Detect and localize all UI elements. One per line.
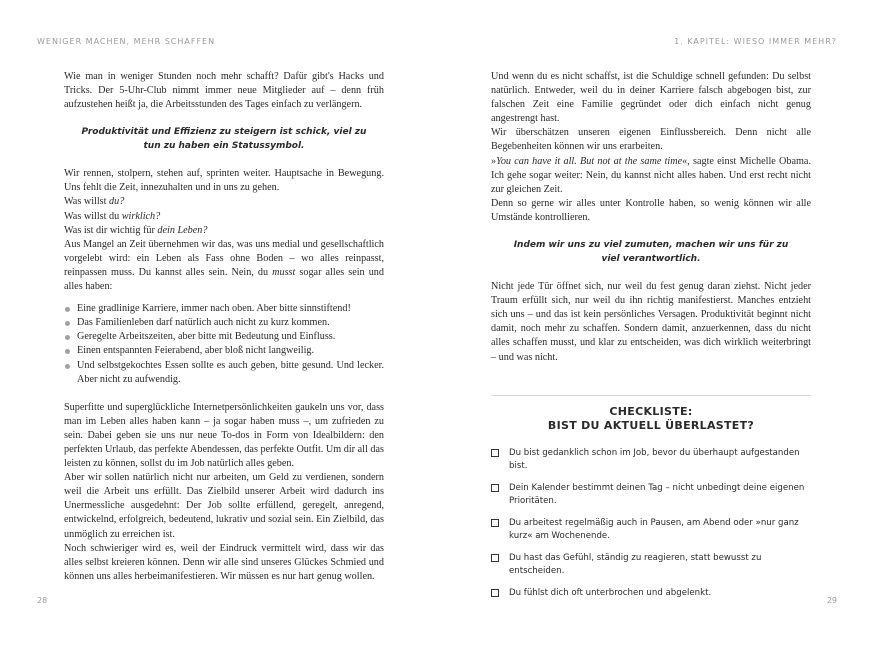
- question-line: Was ist dir wichtig für dein Leben?: [64, 224, 208, 236]
- right-text-column: [491, 70, 811, 365]
- bullet-icon: [65, 307, 70, 312]
- checklist-title: CHECKLISTE: BIST DU AKTUELL ÜBERLASTET?: [547, 405, 755, 432]
- section-divider: [491, 395, 811, 396]
- paragraph: Aber wir sollen natürlich nicht nur arbeiten, um Geld zu verdienen, sondern weil die Arbeit uns erfüllt. Das Zielbild unserer Arbeit wird dadurch ins Unermessliche ausgedehnt: Der Job sollte erfüllend, geregelt, anregend, entwickelnd, erfolgreich, bedeutend, lukrativ und sozial sein. Ein Zielbild, das unmöglich zu erreichen ist.: [64, 472, 384, 540]
- pull-quote: Produktivität und Effizienz zu steigern ist schick, viel zu tun zu haben ein Statussymbol.: [81, 127, 367, 151]
- list-item: Eine gradlinige Karriere, immer nach oben. Aber bitte sinnstiftend!: [64, 302, 384, 316]
- bullet-icon: [65, 364, 70, 369]
- bullet-icon: [65, 335, 70, 340]
- checkbox-icon: [491, 554, 499, 562]
- checklist-item: Du arbeitest regelmäßig auch in Pausen, am Abend oder »nur ganz kurz« am Wochenende.: [491, 517, 811, 543]
- list-item: Und selbstgekochtes Essen sollte es auch geben, bitte gesund. Und lecker. Aber nicht zu aufwendig.: [64, 359, 384, 387]
- list-item: Einen entspannten Feierabend, aber bloß nicht langweilig.: [64, 344, 384, 358]
- checklist-item: Du fühlst dich oft unterbrochen und abgelenkt.: [491, 587, 811, 600]
- paragraph: Denn so gerne wir alles unter Kontrolle haben, so wenig können wir alle Umstände kontrollieren.: [491, 197, 811, 223]
- paragraph: »You can have it all. But not at the same time«, sagte einst Michelle Obama. Ich gehe sogar weiter: Nein, du kannst nicht alles haben. Und erst recht nicht zur gleichen Zeit.: [491, 155, 811, 195]
- running-head-right: 1. KAPITEL: WIESO IMMER MEHR?: [674, 37, 837, 46]
- list-item: Das Familienleben darf natürlich auch nicht zu kurz kommen.: [64, 316, 384, 330]
- question-line: Was willst du?: [64, 196, 125, 208]
- page-number-right: 29: [826, 596, 837, 605]
- list-item: Geregelte Arbeitszeiten, aber bitte mit Bedeutung und Einfluss.: [64, 330, 384, 344]
- pull-quote: Indem wir uns zu viel zumuten, machen wir uns für zu viel verantwortlich.: [513, 240, 789, 264]
- running-head-left: WENIGER MACHEN, MEHR SCHAFFEN: [37, 37, 216, 46]
- paragraph: Superfitte und superglückliche Internetpersönlichkeiten gaukeln uns vor, dass man im Leben alles haben kann – ja sogar haben muss –, um zufrieden zu sein. Dabei geben sie uns nur neue To-dos in Form von Idealbildern: den perfekten Urlaub, das perfekte Abendessen, das perfekte Outfit. Um dir all das leisten zu können, sollst du im Job natürlich alles geben.: [64, 401, 384, 470]
- paragraph: Aus Mangel an Zeit übernehmen wir das, was uns medial und gesellschaftlich vorgelebt wird: ein Leben als Fass ohne Boden – wo alles reinpasst, reinpassen muss. Du kannst alles sein. Nein, du musst sogar alles sein und alles haben:: [64, 238, 384, 293]
- checkbox-icon: [491, 589, 499, 597]
- checklist-item: Du bist gedanklich schon im Job, bevor du überhaupt aufgestanden bist.: [491, 447, 811, 473]
- checkbox-icon: [491, 484, 499, 492]
- paragraph: Wir überschätzen unseren eigenen Einflussbereich. Denn nicht alle Begebenheiten können wir uns erarbeiten.: [491, 127, 811, 153]
- checkbox-icon: [491, 519, 499, 527]
- question-line: Was willst du wirklich?: [64, 210, 161, 222]
- paragraph: Wie man in weniger Stunden noch mehr schafft? Dafür gibt's Hacks und Tricks. Der 5-Uhr-Club nimmt immer neue Mitglieder auf – denn früh aufzustehen heißt ja, die Arbeitsstunden des Tages einfach zu verlängern.: [64, 71, 384, 111]
- bullet-list: [64, 302, 384, 387]
- paragraph: Noch schwieriger wird es, weil der Eindruck vermittelt wird, dass wir das alles selbst kreieren können. Denn wir alle sind unseres Glückes Schmied und können uns alles herbeimanifestieren. Wir müssen es nur hart genug wollen.: [64, 542, 384, 582]
- checklist: [491, 447, 811, 609]
- bullet-icon: [65, 321, 70, 326]
- paragraph: Wir rennen, stolpern, stehen auf, sprinten weiter. Hauptsache in Bewegung. Uns fehlt die Zeit, innezuhalten und in uns zu gehen.: [64, 168, 384, 194]
- paragraph: Nicht jede Tür öffnet sich, nur weil du fest genug daran ziehst. Nicht jeder Traum erfüllt sich, nur weil du ihn richtig manifestierst. Manches entzieht sich uns – und das ist kein persönliches Versagen. Produktivität beginnt nicht damit, noch mehr zu schaffen. Sondern damit, anzuerkennen, dass du nicht alles schaffen musst, und klar zu entscheiden, was dich wirklich weiterbringt – und was nicht.: [491, 281, 811, 363]
- paragraph: Und wenn du es nicht schaffst, ist die Schuldige schnell gefunden: Du selbst natürlich. Entweder, weil du in deiner Karriere falsch abgebogen bist, zur falschen Zeit eine Familie gegründet oder dich einfach nicht genug angestrengt hast.: [491, 71, 811, 125]
- bullet-icon: [65, 349, 70, 354]
- right-page: [437, 0, 874, 648]
- checklist-item: Dein Kalender bestimmt deinen Tag – nicht unbedingt deine eigenen Prioritäten.: [491, 482, 811, 508]
- checkbox-icon: [491, 449, 499, 457]
- checklist-item: Du hast das Gefühl, ständig zu reagieren, statt bewusst zu entscheiden.: [491, 552, 811, 578]
- left-text-column: [64, 70, 384, 584]
- page-number-left: 28: [37, 596, 48, 605]
